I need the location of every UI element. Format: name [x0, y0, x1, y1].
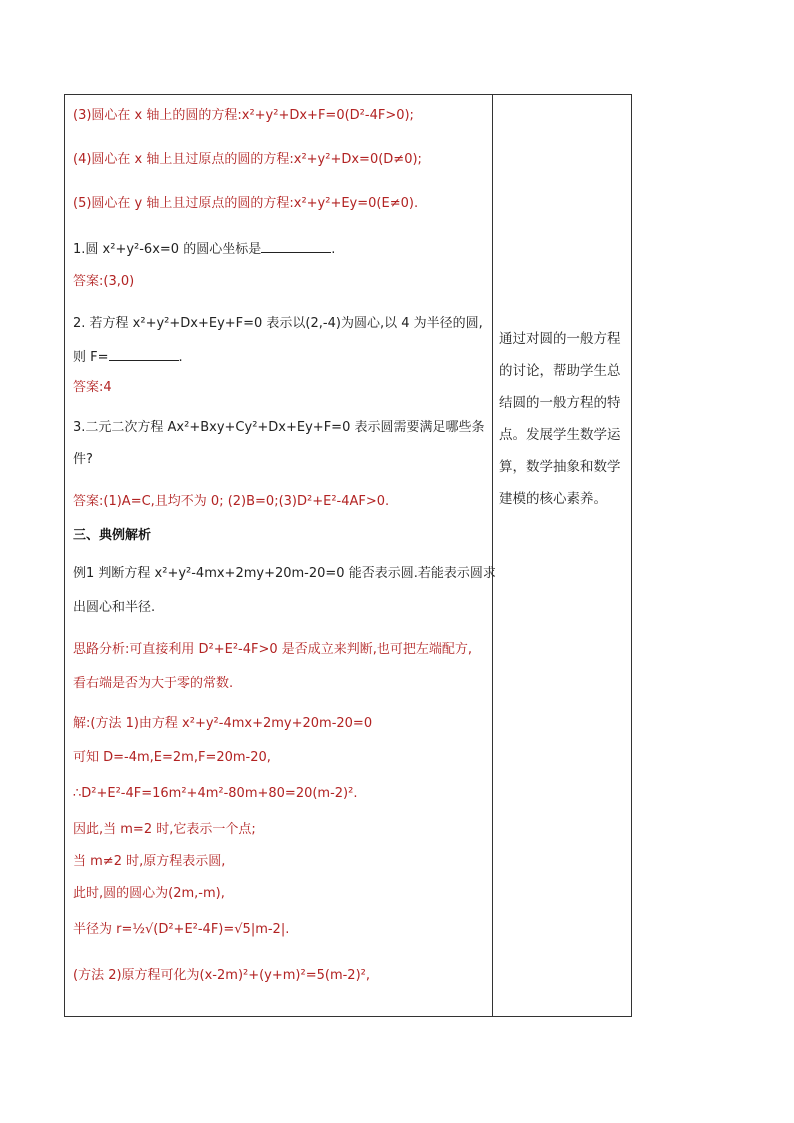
solution-line: ∴D²+E²-4F=16m²+4m²-80m+80=20(m-2)². [73, 786, 358, 801]
answer-line: 答案:(3,0) [73, 274, 135, 289]
analysis-line: 思路分析:可直接利用 D²+E²-4F>0 是否成立来判断,也可把左端配方, [73, 642, 473, 657]
question-1 [73, 239, 335, 259]
question-text: 则 F= [73, 350, 109, 365]
answer-blank [261, 239, 331, 253]
text-line: (3)圆心在 x 轴上的圆的方程:x²+y²+Dx+F=0(D²-4F>0); [73, 108, 414, 123]
solution-line: 半径为 r=½√(D²+E²-4F)=√5|m-2|. [73, 922, 290, 937]
answer-line: 答案:(1)A=C,且均不为 0; (2)B=0;(3)D²+E²-4AF>0. [73, 494, 390, 509]
example-1: 例1 判断方程 x²+y²-4mx+2my+20m-20=0 能否表示圆.若能表示圆求 [73, 566, 496, 581]
side-note-text: 通过对圆的一般方程的讨论，帮助学生总结圆的一般方程的特点。发展学生数学运算，数学抽象和数学建模的核心素养。 [499, 331, 621, 507]
answer-line: 答案:4 [73, 380, 112, 395]
solution-line: 解:(方法 1)由方程 x²+y²-4mx+2my+20m-20=0 [73, 716, 373, 731]
question-text-end: . [178, 350, 183, 365]
analysis-line-cont: 看右端是否为大于零的常数. [73, 676, 234, 691]
solution-line: 当 m≠2 时,原方程表示圆, [73, 854, 226, 869]
solution-line: (方法 2)原方程可化为(x-2m)²+(y+m)²=5(m-2)², [73, 968, 370, 983]
solution-line: 因此,当 m=2 时,它表示一个点; [73, 822, 256, 837]
example-1-cont: 出圆心和半径. [73, 600, 156, 615]
text-line: (4)圆心在 x 轴上且过原点的圆的方程:x²+y²+Dx=0(D≠0); [73, 152, 422, 167]
question-text: 1.圆 x²+y²-6x=0 的圆心坐标是 [73, 242, 262, 257]
solution-line: 此时,圆的圆心为(2m,-m), [73, 886, 225, 901]
solution-line: 可知 D=-4m,E=2m,F=20m-20, [73, 750, 271, 765]
question-3: 3.二元二次方程 Ax²+Bxy+Cy²+Dx+Ey+F=0 表示圆需要满足哪些条 [73, 420, 485, 435]
answer-blank [109, 347, 179, 361]
lesson-table [64, 94, 632, 1017]
section-heading: 三、典例解析 [73, 528, 152, 543]
question-2: 2. 若方程 x²+y²+Dx+Ey+F=0 表示以(2,-4)为圆心,以 4 为半径的圆, [73, 316, 483, 331]
question-3-cont: 件? [73, 452, 93, 467]
main-content-cell [65, 95, 496, 1016]
side-note-cell [493, 95, 632, 1016]
question-2-cont [73, 347, 183, 367]
question-text-end: . [331, 242, 336, 257]
text-line: (5)圆心在 y 轴上且过原点的圆的方程:x²+y²+Ey=0(E≠0). [73, 196, 419, 211]
